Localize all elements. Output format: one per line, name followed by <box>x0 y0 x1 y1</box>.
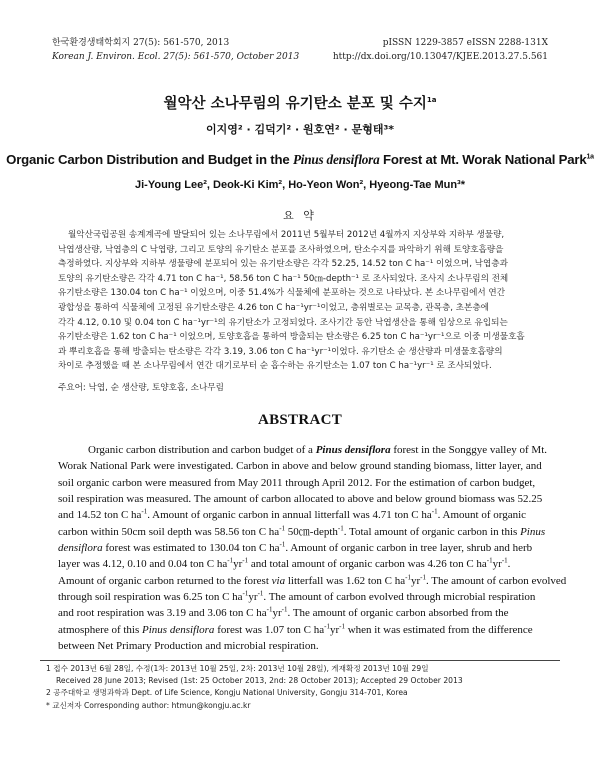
abstract-line: carbon within 50cm soil depth was 58.56 ton C $ha^{-1}$ 50㎝-depth$^{-1}$. Total amount of organic carbon in this Pinus <box>58 524 546 538</box>
issn: pISSN 1229-3857 eISSN 2288-131X <box>382 38 548 48</box>
title-korean-text: 월악산 소나무림의 유기탄소 분포 및 수지 <box>163 96 427 112</box>
footnote-corresponding-author: * 교신저자 Corresponding author: htmun@kongju.ac.kr <box>46 700 251 710</box>
title-english-pre: Organic Carbon Distribution and Budget in the <box>6 152 293 167</box>
abstract-line: Organic carbon distribution and carbon budget of a Pinus densiflora forest in the Songgye valley of Mt. <box>88 444 547 456</box>
abstract-line: atmosphere of this Pinus densiflora forest was 1.07 ton C $ha^{-1}yr^{-1}$ when it was estimated from the difference <box>58 622 533 636</box>
issn-doi-header <box>333 36 548 64</box>
abstract-line: and 14.52 ton C $ha^{-1}$. Amount of organic carbon in annual litterfall was 4.71 ton C $ha^{-1}$. Amount of organic <box>58 507 527 522</box>
korean-summary-line: 각각 4.12, 0.10 및 0.04 ton C ha⁻¹yr⁻¹의 유기탄소가 고정되었다. 조사기간 동안 낙엽생산을 통해 임상으로 유입되는 <box>58 317 508 328</box>
abstract-heading: ABSTRACT <box>257 412 343 428</box>
korean-summary-line: 유기탄소량은 130.04 ton C ha⁻¹ 이었으며, 이중 51.4%가 식물체에 분포하는 것으로 나타났다. 본 소나무림에서 연간 <box>58 288 506 299</box>
korean-summary-line: 측정하였다. 지상부와 지하부 생물량에 분포되어 있는 유기탄소량은 각각 52.25, 14.52 ton C ha⁻¹ 이었으며, 낙엽층과 <box>58 259 508 270</box>
doi-link[interactable]: http://dx.doi.org/10.13047/KJEE.2013.27.5.561 <box>332 52 548 62</box>
korean-summary-line: 낙엽생산량, 낙엽층의 C 낙엽량, 그리고 토양의 유기탄소 분포를 조사하였으며, 탄소수지를 파악하기 위해 토양호흡량을 <box>58 244 504 255</box>
journal-header <box>52 36 299 64</box>
title-korean-footnote-mark: 1a <box>426 96 437 105</box>
korean-summary <box>58 228 542 374</box>
abstract-line: densiflora forest was estimated to 130.04 ton C $ha^{-1}$. Amount of organic carbon in tree layer, shrub and herb <box>58 540 533 555</box>
authors-korean: 이지영² · 김덕기² · 원호연² · 문형태³* <box>205 123 395 136</box>
korean-summary-line: 과 뿌리호흡을 통해 방출되는 탄소량은 각각 3.19, 3.06 ton C ha⁻¹yr⁻¹이었다. 유기탄소 순 생산량과 미생물호흡량의 <box>58 346 503 357</box>
english-abstract <box>58 442 567 654</box>
abstract-line: Worak National Park were investigated. Carbon in above and below ground standing biomass, litter layer, and <box>58 460 542 473</box>
korean-summary-line: 광합성을 통하여 식물체에 고정된 유기탄소량은 4.26 ton C ha⁻¹yr⁻¹이었고, 층위별로는 교목층, 관목층, 초본층에 <box>58 302 489 313</box>
journal-citation-en: Korean J. Environ. Ecol. 27(5): 561-570, October 2013 <box>52 52 300 62</box>
title-korean <box>0 92 600 113</box>
keywords-korean: 주요어: 낙엽, 순 생산량, 토양호흡, 소나무림 <box>58 383 224 393</box>
footnote-received-ko: 1 접수 2013년 6월 28일, 수정(1차: 2013년 10월 25일, 2차: 2013년 10월 28일), 게재확정 2013년 10월 29일 <box>46 664 429 673</box>
abstract-line: Amount of organic carbon returned to the forest via litterfall was 1.62 ton C $ha^{-1}yr^{-1}$. The amount of carbon evolved <box>58 573 567 587</box>
footnotes <box>46 663 463 712</box>
abstract-line: between Net Primary Production and microbial respiration. <box>58 640 319 653</box>
korean-summary-line: 월악산국립공원 송계계곡에 발달되어 있는 소나무림에서 2011년 5월부터 2012년 4월까지 지상부와 지하부 생물량, <box>68 230 505 240</box>
footnote-divider <box>40 660 560 661</box>
korean-summary-line: 유기탄소량은 1.62 ton C ha⁻¹ 이었으며, 토양호흡을 통하여 방출되는 탄소량은 6.25 ton C ha⁻¹yr⁻¹으로 이중 미생물호흡 <box>58 332 525 343</box>
footnote-received-en: Received 28 June 2013; Revised (1st: 25 October 2013, 2nd: 28 October 2013); Accepted 29 October 2013 <box>56 676 463 686</box>
abstract-line: and root respiration was 3.19 and 3.06 ton C $ha^{-1}yr^{-1}$. The amount of organic carbon absorbed from the <box>58 605 509 620</box>
korean-summary-line: 토양의 유기탄소량은 각각 4.71 ton C ha⁻¹, 58.56 ton C ha⁻¹ 50㎝-depth⁻¹ 로 조사되었다. 조사지 소나무림의 전체 <box>58 273 509 284</box>
abstract-line: soil respiration was measured. The amount of carbon allocated to above and below ground biomass was 52.25 <box>58 493 543 506</box>
abstract-line: soil organic carbon were measured from May 2011 through April 2012. For the estimation of carbon budget, <box>58 476 536 489</box>
title-english <box>0 152 600 168</box>
abstract-line: through soil respiration was 6.25 ton C $ha^{-1}yr^{-1}$. The amount of carbon evolved through microbial respiration <box>58 589 536 604</box>
journal-citation-ko: 한국환경생태학회지 27(5): 561-570, 2013 <box>52 38 230 48</box>
title-english-post: Forest at Mt. Worak National Park <box>379 152 587 167</box>
title-english-footnote-mark: 1a <box>586 153 594 161</box>
authors-english: Ji-Young Lee², Deok-Ki Kim², Ho-Yeon Won², Hyeong-Tae Mun³* <box>135 179 465 191</box>
title-english-species: Pinus densiflora <box>292 152 380 167</box>
abstract-line: layer was 4.12, 0.10 and 0.04 ton C $ha^{-1}yr^{-1}$ and total amount of organic carbon was 4.26 ton C $ha^{-1}yr^{-1}$. <box>58 556 511 571</box>
korean-summary-line: 차이로 추정했을 때 본 소나무림에서 연간 대기로부터 순 흡수하는 유기탄소는 1.07 ton C ha⁻¹yr⁻¹ 로 조사되었다. <box>58 361 492 372</box>
footnote-affiliation: 2 공주대학교 생명과학과 Dept. of Life Science, Kongju National University, Gongju 314-701, Korea <box>46 688 408 698</box>
summary-heading: 요 약 <box>283 209 317 222</box>
